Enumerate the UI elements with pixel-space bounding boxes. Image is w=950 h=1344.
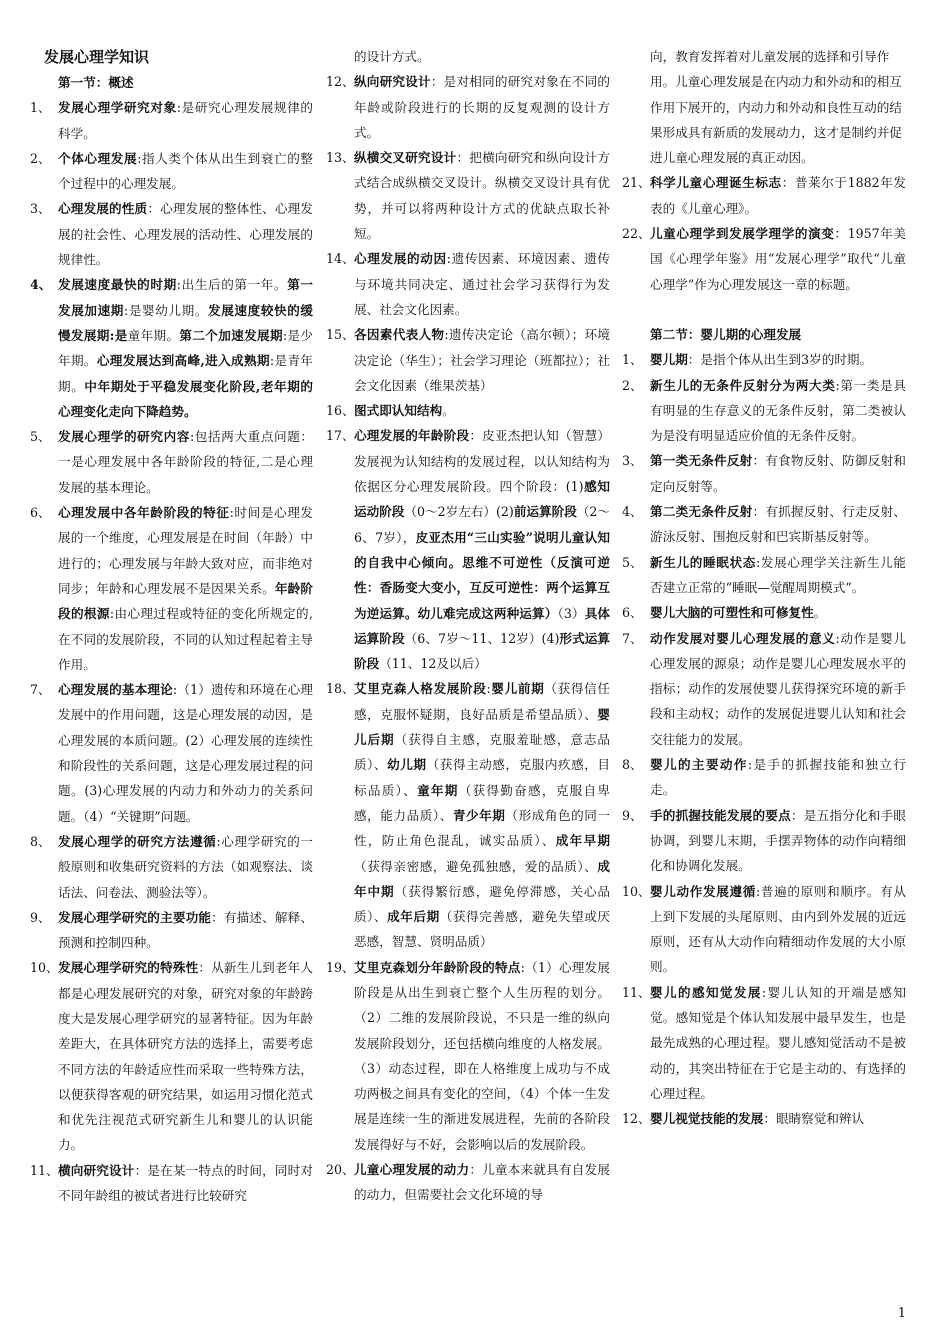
item-number: 4、 [30, 277, 52, 293]
item-list-section-1-cont [326, 69, 610, 1207]
body-text: 。 [442, 403, 455, 419]
body-text: 童年期。 [127, 327, 180, 343]
item-number: 19、 [326, 959, 355, 975]
body-text: ：心理发展的整体性、心理发展的社会性、心理发展的活动性、心理发展的规律性。 [58, 201, 314, 268]
bold-term: 心理发展的年龄阶段 [354, 428, 470, 444]
bold-term: 心理发展的动因 [354, 251, 447, 267]
bold-term: 年龄阶段的根源 [58, 580, 314, 622]
bold-term: 幼儿期 [387, 757, 427, 773]
body-text: : [486, 681, 491, 697]
bold-term: 婴儿的感知觉发展 [650, 984, 762, 1000]
bold-term: 第一发展加速期 [58, 277, 314, 318]
list-item [30, 500, 313, 677]
body-text: :是研究心理发展规律的科学。 [58, 100, 313, 141]
item-number: 11、 [30, 1162, 59, 1178]
list-item [622, 550, 906, 601]
body-text: ：是在某一特点的时间，同时对不同年龄组的被试者进行比较研究 [58, 1162, 314, 1204]
list-item [326, 69, 610, 145]
list-item [622, 448, 906, 499]
bold-term: 艾里克森人格发展阶段 [354, 681, 487, 697]
body-text: :是少年期。 [58, 327, 314, 369]
item-number: 9、 [30, 909, 51, 925]
bold-term: 婴儿前期 [490, 681, 545, 697]
bold-term: 皮亚杰用“三山实验”说明儿童认知的自我中心倾向。思维不可逆性（反演可逆性：香肠变大变小，互反可逆性：两个运算互为逆运算。幼儿难完成这两种运算） [354, 529, 610, 621]
body-text: ：儿童本来就具有自发展的动力，但需要社会文化环境的导 [354, 1162, 611, 1203]
bold-term: 各因素代表人物 [354, 327, 445, 343]
list-item [622, 1106, 906, 1131]
bold-term: 婴儿后期 [354, 706, 610, 748]
body-text: （6、7岁～11、12岁）(4) [404, 630, 560, 646]
body-text: :遗传决定论（高尔顿）；环境决定论（华生）；社会学习理论（班都拉）；社会文化因素（维果茨基） [354, 327, 611, 393]
bold-term: 个体心理发展 [58, 150, 138, 166]
item-list-section-1-end [622, 170, 906, 296]
list-item [622, 626, 906, 752]
item-number: 8、 [622, 757, 643, 773]
bold-term: 发展心理学研究对象 [58, 100, 177, 116]
list-item [326, 145, 610, 246]
bold-term: 成年中期 [354, 858, 610, 899]
list-item [622, 499, 906, 550]
body-text: :包括两大重点问题：一是心理发展中各年龄阶段的特征,二是心理发展的基本理论。 [58, 429, 314, 495]
bold-term: 发展心理学研究的特殊性 [58, 960, 199, 976]
item-number: 14、 [326, 251, 355, 267]
bold-term: 形式运算阶段 [354, 630, 610, 672]
bold-term: 心理发展达到高峰,进入成熟期 [96, 353, 270, 369]
body-text: （获得主动感，克服内疚感，目标品质）、 [354, 757, 611, 798]
item-number: 7、 [30, 682, 51, 698]
bold-term: 青少年期 [452, 807, 506, 823]
section-title-infancy: 第二节：婴儿期的心理发展 [650, 326, 802, 342]
bold-term: 儿童心理学到发展学理学的演变 [650, 226, 835, 242]
body-text: :第一类是具有明显的生存意义的无条件反射，第二类被认为是没有明显适应价值的无条件反射。 [650, 377, 906, 444]
column-1 [30, 44, 313, 1208]
bold-term: 具体运算阶段 [354, 605, 611, 646]
body-text: ：1957年美国《心理学年鉴》用“发展心理学”取代“儿童心理学”作为心理发展这一章的标题。 [650, 226, 906, 292]
body-text: （3） [557, 605, 585, 621]
bold-term: 感知运动阶段 [354, 479, 611, 520]
section-spacer [622, 297, 906, 322]
list-item [30, 196, 313, 272]
list-item [622, 373, 906, 449]
body-text: （获得自主感，克服羞耻感，意志品质）、 [354, 732, 611, 773]
bold-term: 发展速度较快的缓慢发展期:是 [58, 302, 314, 343]
item-number: 15、 [326, 327, 355, 343]
page-number: 1 [897, 1306, 906, 1321]
item-number: 21、 [622, 175, 651, 191]
column-2 [326, 44, 610, 1208]
item-number: 12、 [326, 74, 355, 90]
item-number: 8、 [30, 833, 51, 849]
bold-term: 婴儿期 [650, 352, 688, 368]
list-item [622, 803, 906, 879]
body-text: :是婴幼儿期。 [124, 302, 209, 318]
item-number: 20、 [326, 1162, 355, 1178]
body-text: ：有抓握反射、行走反射、游泳反射、围抱反射和巴宾斯基反射等。 [650, 504, 907, 545]
list-item [326, 398, 610, 423]
bold-term: 发展速度最快的时期 [58, 277, 177, 293]
body-text: ：有食物反射、防御反射和定向反射等。 [650, 453, 907, 494]
item-number: 16、 [326, 403, 355, 419]
item-number: 2、 [622, 377, 643, 393]
item-number: 10、 [30, 960, 59, 976]
bold-term: 第二类无条件反射 [650, 504, 753, 520]
item-number: 17、 [326, 428, 355, 444]
list-item [326, 955, 610, 1157]
list-item [30, 424, 313, 500]
document-title: 发展心理学知识 [44, 48, 150, 66]
item-number: 3、 [30, 201, 51, 217]
item-number: 5、 [30, 429, 51, 445]
list-item [622, 170, 906, 221]
bold-term: 纵向研究设计 [354, 74, 431, 90]
body-text: ：把横向研究和纵向设计方式结合成纵横交叉设计。纵横交叉设计具有优势，并可以将两种设计方式的优缺点取长补短。 [354, 150, 611, 242]
list-item [30, 829, 313, 905]
item-number: 6、 [30, 505, 51, 521]
item-number: 2、 [30, 150, 51, 166]
continued-text: 的设计方式。 [354, 49, 430, 64]
body-text: ：皮亚杰把认知（智慧）发展视为认知结构的发展过程，以认知结构为依据区分心理发展阶段。四个阶段：(1) [354, 428, 611, 495]
body-text: ：是指个体从出生到3岁的时期。 [687, 352, 873, 368]
body-text: （0～2岁左右）(2) [404, 504, 514, 520]
item-number: 7、 [622, 630, 643, 646]
bold-term: 艾里克森划分年龄阶段的特点 [354, 959, 521, 975]
body-text: :由心理过程或特征的变化所规定的,在不同的发展阶段，不同的认知过程起着主导作用。 [58, 606, 314, 672]
item-list-section-1 [30, 95, 313, 1208]
body-text: :动作是婴儿心理发展的源泉；动作是婴儿心理发展水平的指标；动作的发展使婴儿获得探究环境的新手段和主动权；动作的发展促进婴儿认知和社会交往能力的发展。 [650, 630, 906, 747]
body-text: （获得勤奋感，克服自卑感，能力品质）、 [354, 782, 611, 823]
item-number: 3、 [622, 453, 643, 469]
bold-term: 心理发展的性质 [58, 201, 148, 217]
body-text: :遗传因素、环境因素、遗传与环境共同决定、通过社会学习获得行为发展、社会文化因素。 [354, 251, 610, 317]
bold-term: 前运算阶段 [513, 504, 577, 520]
bold-term: 手的抓握技能发展的要点 [650, 807, 791, 823]
column-3 [622, 44, 906, 1131]
body-text: ：眼睛察觉和辨认 [763, 1111, 865, 1127]
list-item [30, 146, 313, 197]
body-text: （形成角色的同一性，防止角色混乱，诚实品质）、 [354, 807, 611, 849]
body-text: :指人类个体从出生到衰亡的整个过程中的心理发展。 [58, 150, 313, 192]
item-number: 13、 [326, 150, 355, 166]
bold-term: 婴儿视觉技能的发展 [650, 1111, 764, 1127]
item-number: 18、 [326, 681, 355, 697]
bold-term: 新生儿的睡眠状态 [650, 554, 756, 570]
bold-term: 纵横交叉研究设计 [354, 150, 457, 166]
list-item [30, 95, 313, 146]
bold-term: 发展心理学的研究方法遵循 [58, 833, 217, 849]
bold-term: 婴儿动作发展遵循 [650, 883, 756, 899]
body-text: （2～6、7岁）， [354, 504, 611, 545]
list-item [326, 322, 610, 398]
body-text: ：是五指分化和手眼协调，到婴儿末期，手摆弄物体的动作向精细化和协调化发展。 [650, 807, 907, 874]
list-item [30, 905, 313, 956]
item-number: 11、 [622, 984, 651, 1000]
bold-term: 第一类无条件反射 [650, 453, 753, 469]
bold-term: 发展心理学研究的主要功能 [58, 909, 212, 925]
list-item [326, 423, 610, 676]
bold-term: 动作发展对婴儿心理发展的意义 [650, 630, 836, 646]
item-list-section-2 [622, 347, 906, 1131]
body-text: :心理学研究的一般原则和收集研究资料的方法（如观察法、谈话法、问卷法、测验法等）。 [58, 833, 313, 900]
body-text: （获得信任感，克服怀疑期，良好品质是希望品质）、 [354, 681, 610, 722]
item-number: 6、 [622, 605, 643, 621]
item-number: 5、 [622, 554, 643, 570]
list-item [30, 677, 313, 829]
body-text: :出生后的第一年。 [176, 277, 288, 293]
bold-term: 童年期 [417, 782, 459, 798]
list-item [326, 1157, 610, 1208]
list-item [326, 246, 610, 322]
body-text: :婴儿认知的开端是感知觉。感知觉是个体认知发展中最早发生，也是最先成熟的心理过程。婴儿感知觉活动不是被动的，其突出特征在于它是主动的、有选择的心理过程。 [650, 984, 906, 1101]
bold-term: 成年早期 [555, 833, 611, 849]
list-item [622, 879, 906, 980]
body-text: （获得亲密感，避免孤独感，爱的品质）、 [354, 858, 598, 874]
body-text: ：是对相同的研究对象在不同的年龄或阶段进行的长期的反复观测的设计方式。 [354, 74, 611, 140]
body-text: ：从新生儿到老年人都是心理发展研究的对象，研究对象的年龄跨度大是发展心理学研究的显著特征。因为年龄差距大，在具体研究方法的选择上，需要考虑不同方法的年龄适应性而采取一些特殊方法，以便获得客观的研究结果，如运用习惯化范式和优先注视范式研究新生儿和婴儿的认识能力。 [58, 960, 314, 1153]
body-text: ：有描述、解释、预测和控制四种。 [58, 909, 314, 951]
list-item [30, 272, 313, 424]
item-number: 4、 [622, 504, 643, 520]
bold-term: 儿童心理发展的动力 [354, 1162, 470, 1178]
body-text: :（1）心理发展阶段是从出生到衰亡整个人生历程的划分。（2）二维的发展阶段说，不只是一维的纵向发展阶段划分，还包括横向维度的人格发展。（3）动态过程，即在人格维度上成功与不成功两极之间具有变化的空间，（4）个体一生发展是连续一生的渐进发展进程，先前的各阶段发展得好与不好，会影响以后的发展阶段。 [354, 959, 611, 1152]
list-item [30, 955, 313, 1157]
bold-term: 图式即认知结构 [354, 403, 443, 419]
bold-term: 中年期处于平稳发展变化阶段,老年期的心理变化走向下降趋势。 [58, 378, 314, 419]
body-text: :（1）遗传和环境在心理发展中的作用问题，这是心理发展的动因，是心理发展的本质问题。(2）心理发展的连续性和阶段性的关系问题，这是心理发展过程的问题。(3)心理发展的内动力和外动力的关系问题。（4）“关键期”问题。 [58, 682, 313, 824]
body-text: （获得完善感，避免失望或厌恶感，智慧、贤明品质） [354, 909, 611, 950]
bold-term: 婴儿的主要动作 [650, 757, 748, 773]
item-number: 22、 [622, 226, 651, 242]
bold-term: 第二个加速发展期 [179, 327, 283, 343]
item-number: 1、 [622, 352, 643, 368]
body-text: :是手的抓握技能和独立行走。 [650, 757, 906, 798]
bold-term: 成年后期 [387, 909, 440, 925]
item-number: 1、 [30, 100, 51, 116]
continued-text: 向，教育发挥着对儿童发展的选择和引导作用。儿童心理发展是在内动力和外动和的相互作用下展开的，内动力和外动和良性互动的结果形成具有新质的发展动力，这才是制约并促进儿童心理发展的真正动因。 [650, 49, 902, 166]
bold-term: 心理发展的基本理论 [58, 682, 173, 698]
list-item [326, 676, 610, 954]
body-text: 。 [813, 605, 827, 621]
item-number: 12、 [622, 1111, 651, 1127]
list-item [622, 600, 906, 625]
bold-term: 发展心理学的研究内容 [58, 429, 190, 445]
item-number: 9、 [622, 807, 643, 823]
section-title-overview: 第一节：概述 [58, 75, 134, 90]
bold-term: 横向研究设计 [58, 1162, 135, 1178]
body-text: ：普莱尔于1882年发表的《儿童心理》。 [650, 175, 906, 216]
bold-term: 科学儿童心理诞生标志 [650, 175, 782, 191]
list-item [622, 752, 906, 803]
body-text: （11、12及以后） [379, 656, 487, 672]
list-item [30, 1158, 313, 1209]
item-number: 10、 [622, 883, 651, 899]
bold-term: 婴儿大脑的可塑性和可修复性 [650, 605, 814, 621]
body-text: :是青年期。 [58, 353, 313, 394]
bold-term: 心理发展中各年龄阶段的特征 [58, 505, 230, 521]
body-text: （获得繁衍感，避免停滞感，关心品质）、 [354, 883, 611, 925]
body-text: :发展心理学关注新生儿能否建立正常的“睡眠—觉醒周期模式”。 [650, 554, 906, 595]
list-item [622, 347, 906, 372]
list-item [622, 221, 906, 297]
body-text: :普遍的原则和顺序。有从上到下发展的头尾原则、由内到外发展的近远原则，还有从大动作向精细动作发展的大小原则。 [650, 883, 906, 975]
body-text: :时间是心理发展的一个维度，心理发展是在时间（年龄）中进行的；心理发展与年龄大致对应，而非绝对同步；年龄和心理发展不是因果关系。 [58, 505, 314, 596]
bold-term: 新生儿的无条件反射分为两大类 [650, 377, 836, 393]
list-item [622, 980, 906, 1106]
